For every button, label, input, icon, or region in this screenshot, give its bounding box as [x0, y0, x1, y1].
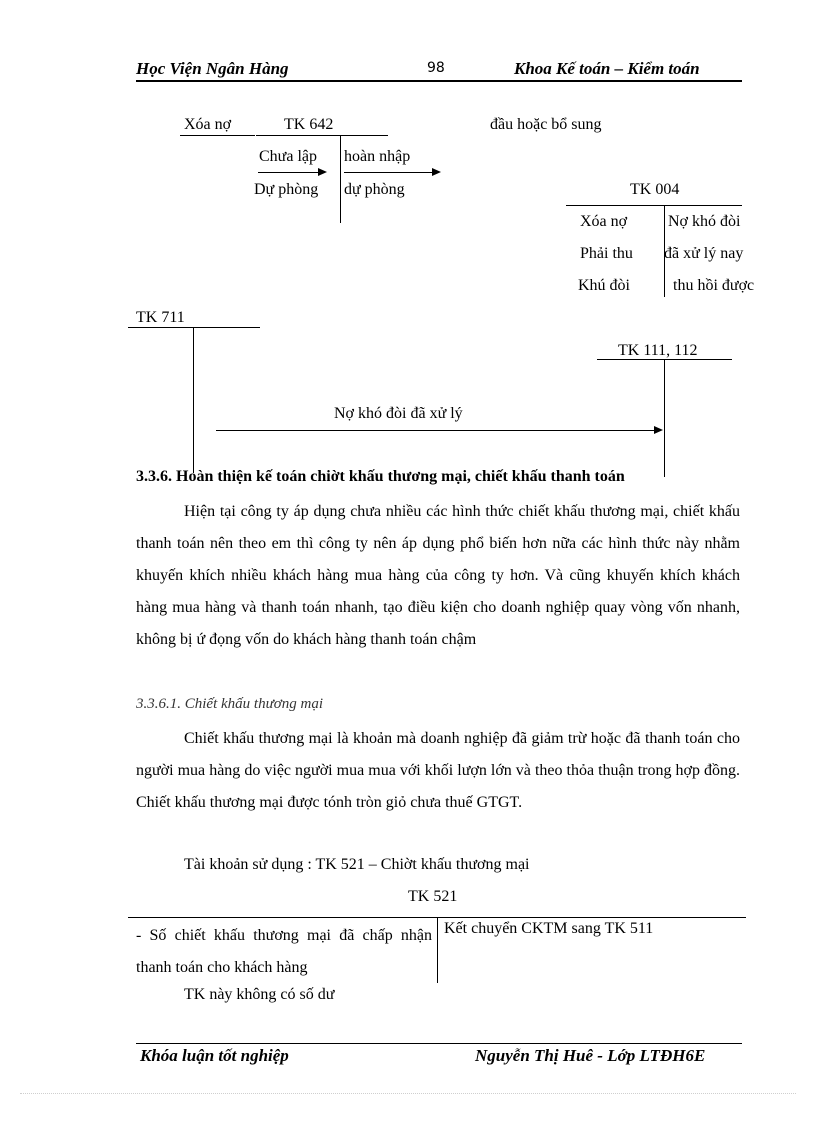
footer-left: Khóa luận tốt nghiệp	[140, 1046, 289, 1065]
no-kho-doi-arrow-head	[654, 426, 663, 434]
tk521-left-text: - Số chiết khấu thương mại đã chấp nhận thanh toán cho khách hàng	[136, 927, 432, 976]
paragraph-2	[136, 723, 740, 819]
arrow-left-line	[258, 172, 320, 173]
tk521-right-text: Kết chuyển CKTM sang TK 511	[444, 920, 654, 937]
tk004-row-1-right: Nợ khó đòi	[668, 213, 741, 230]
arrow-left-head	[318, 168, 327, 176]
header-rule	[136, 80, 742, 82]
no-balance-note: TK này không có số dư	[184, 986, 335, 1003]
chua-lap-label: Chưa lập	[259, 148, 317, 165]
tk642-vertical	[340, 135, 341, 223]
tk642-top-line	[256, 135, 388, 136]
paragraph-1-text: Hiện tại công ty áp dụng chưa nhiều các hình thức chiết khấu thương mại, chiết khấu thanh toán nên theo em thì công ty nên áp dụng phổ biến hơn nữa các hình thức này nhằm khuyến khích nhiều khách hàng mua hàng của công ty hơn. Và cũng khuyến khích khách hàng mua hàng và thanh toán nhanh, tạo điều kiện cho doanh nghiệp quay vòng vốn nhanh, không bị ứ đọng vốn do khách hàng thanh toán chậm	[136, 503, 740, 648]
arrow-right-head	[432, 168, 441, 176]
no-kho-doi-arrow-line	[216, 430, 654, 431]
footer-rule	[136, 1043, 742, 1044]
footer-right: Nguyễn Thị Huê - Lớp LTĐH6E	[475, 1046, 706, 1065]
tk711-top-line	[128, 327, 260, 328]
tk004-row-2-left: Phải thu	[580, 245, 633, 262]
xoa-no-label: Xóa nợ	[184, 116, 232, 133]
tk004-row-1-left: Xóa nợ	[580, 213, 628, 230]
tk004-row-2-right: đã xử lý nay	[664, 245, 744, 262]
page-number: 98	[427, 60, 445, 76]
tk521-vertical	[437, 917, 438, 983]
section-heading: 3.3.6. Hoàn thiện kế toán chiờt khấu thương mại, chiết khấu thanh toán	[136, 468, 625, 485]
xoa-no-underline	[180, 135, 255, 136]
tk642-label: TK 642	[284, 116, 334, 133]
tk004-label: TK 004	[630, 181, 680, 198]
tk521-title: TK 521	[408, 888, 458, 905]
header-right: Khoa Kế toán – Kiểm toán	[514, 59, 700, 78]
tk111-vertical	[664, 359, 665, 477]
tk111-label: TK 111, 112	[618, 342, 698, 359]
page-bottom-dotted-edge	[20, 1093, 796, 1094]
hoan-nhap-label: hoàn nhập	[344, 148, 411, 165]
tai-khoan-line: Tài khoản sử dụng : TK 521 – Chiờt khấu thương mại	[184, 856, 530, 873]
du-phong-left-label: Dự phòng	[254, 181, 319, 198]
paragraph-1	[136, 496, 740, 656]
tk004-row-3-right: thu hồi được	[673, 277, 755, 294]
header-left: Học Viện Ngân Hàng	[136, 59, 289, 78]
tk711-label: TK 711	[136, 309, 185, 326]
du-phong-right-label: dự phòng	[344, 181, 405, 198]
tk004-row-3-left: Khú đòi	[578, 277, 630, 294]
tk711-vertical	[193, 327, 194, 473]
dau-hoac-label: đầu hoặc bổ sung	[490, 116, 602, 133]
paragraph-2-text: Chiết khấu thương mại là khoản mà doanh nghiệp đã giảm trừ hoặc đã thanh toán cho người mua hàng do việc người mua mua với khối lượn lớn và theo thỏa thuận trong hợp đồng. Chiết khấu thương mại được tónh tròn giỏ chưa thuế GTGT.	[136, 730, 740, 811]
subheading: 3.3.6.1. Chiết khấu thương mại	[136, 696, 324, 712]
arrow-right-line	[344, 172, 432, 173]
no-kho-doi-label: Nợ khó đòi đã xử lý	[334, 405, 463, 422]
tk004-top-line	[566, 205, 742, 206]
